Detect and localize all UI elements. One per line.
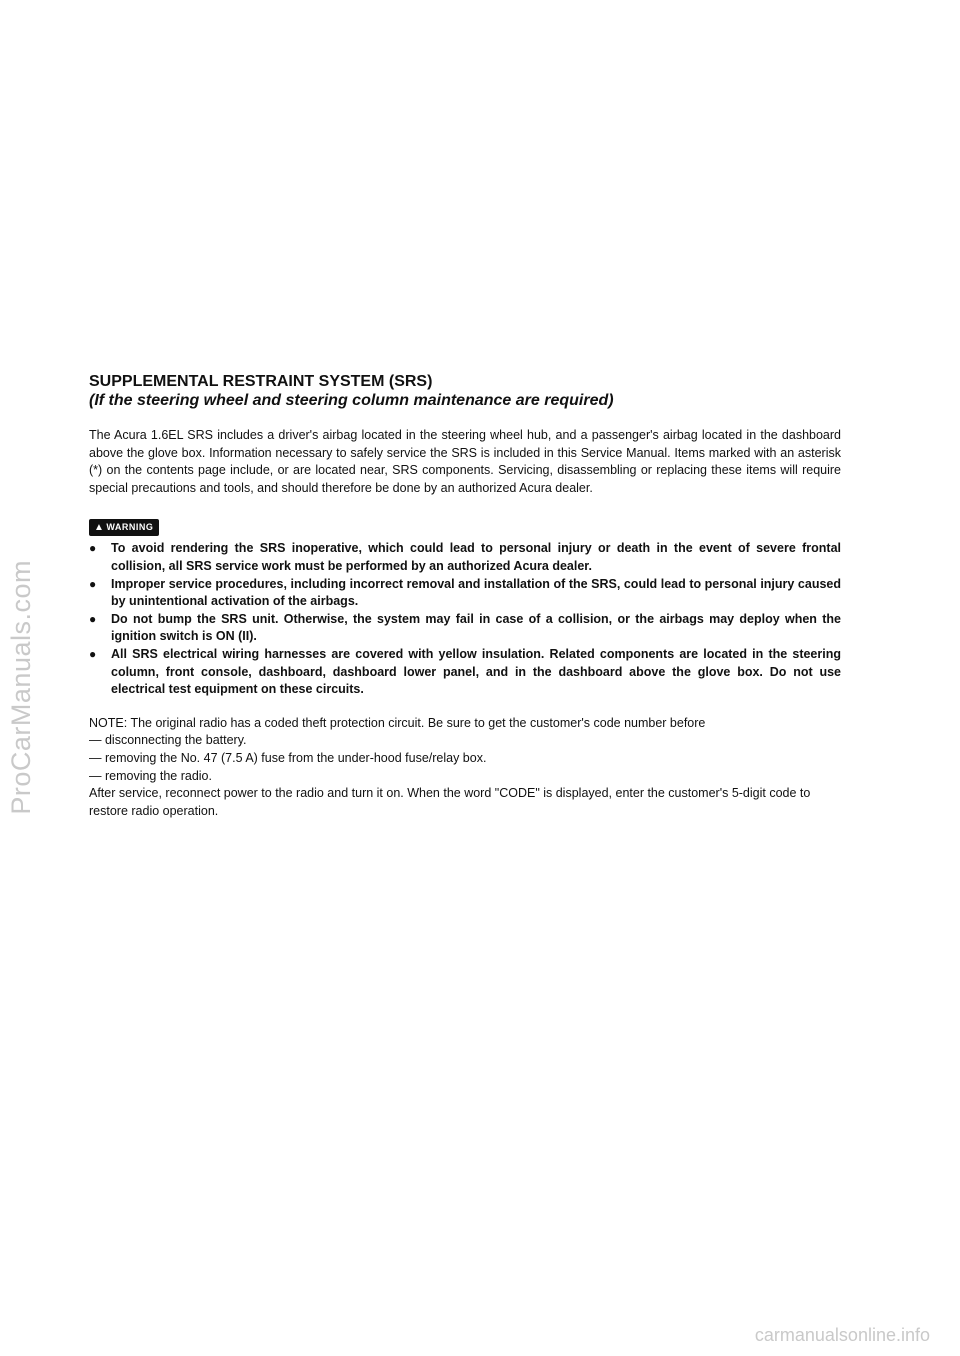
note-block [89, 715, 841, 821]
bullet-icon: ● [89, 646, 97, 661]
note-step: — removing the No. 47 (7.5 A) fuse from the under-hood fuse/relay box. [89, 750, 487, 765]
note-intro: NOTE: The original radio has a coded theft protection circuit. Be sure to get the customer's code number before [89, 715, 706, 730]
warning-item-text: All SRS electrical wiring harnesses are covered with yellow insulation. Related components are located in the steering column, front console, dashboard, dashboard lower panel, and in the dashboard above the glove box. Do not use electrical test equipment on these circuits. [111, 646, 841, 697]
warning-item-text: Do not bump the SRS unit. Otherwise, the system may fail in case of a collision, or the airbags may deploy when the ignition switch is ON (II). [111, 611, 841, 644]
warning-list [89, 540, 841, 698]
srs-section [89, 372, 841, 820]
side-watermark: ProCarManuals.com [6, 560, 36, 815]
intro-paragraph: The Acura 1.6EL SRS includes a driver's airbag located in the steering wheel hub, and a passenger's airbag located in the dashboard above the glove box. Information necessary to safely service the SRS is included in this Service Manual. Items marked with an asterisk (*) on the contents page include, or are located near, SRS components. Servicing, disassembling or replacing these items will require special precautions and tools, and should therefore be done by an authorized Acura dealer. [89, 428, 841, 495]
bottom-watermark: carmanualsonline.info [754, 1325, 930, 1345]
bullet-icon: ● [89, 576, 97, 591]
warning-item [89, 611, 841, 646]
section-title: SUPPLEMENTAL RESTRAINT SYSTEM (SRS) [89, 373, 433, 390]
note-after: After service, reconnect power to the radio and turn it on. When the word "CODE" is displayed, enter the customer's 5-digit code to restore radio operation. [89, 786, 811, 818]
section-subtitle: (If the steering wheel and steering column maintenance are required) [89, 392, 614, 409]
bullet-icon: ● [89, 611, 97, 626]
warning-item [89, 576, 841, 611]
warning-item-text: Improper service procedures, including incorrect removal and installation of the SRS, could lead to personal injury caused by unintentional activation of the airbags. [111, 576, 841, 609]
note-step: — disconnecting the battery. [89, 733, 247, 748]
warning-label: WARNING [106, 522, 154, 533]
warning-badge [89, 519, 159, 536]
warning-item-text: To avoid rendering the SRS inoperative, which could lead to personal injury or death in the event of severe frontal collision, all SRS service work must be performed by an authorized Acura dealer. [111, 541, 841, 573]
warning-triangle-icon: ▲ [94, 522, 105, 534]
warning-item [89, 646, 841, 699]
warning-item [89, 540, 841, 575]
note-step: — removing the radio. [89, 768, 212, 783]
bullet-icon: ● [89, 541, 97, 556]
